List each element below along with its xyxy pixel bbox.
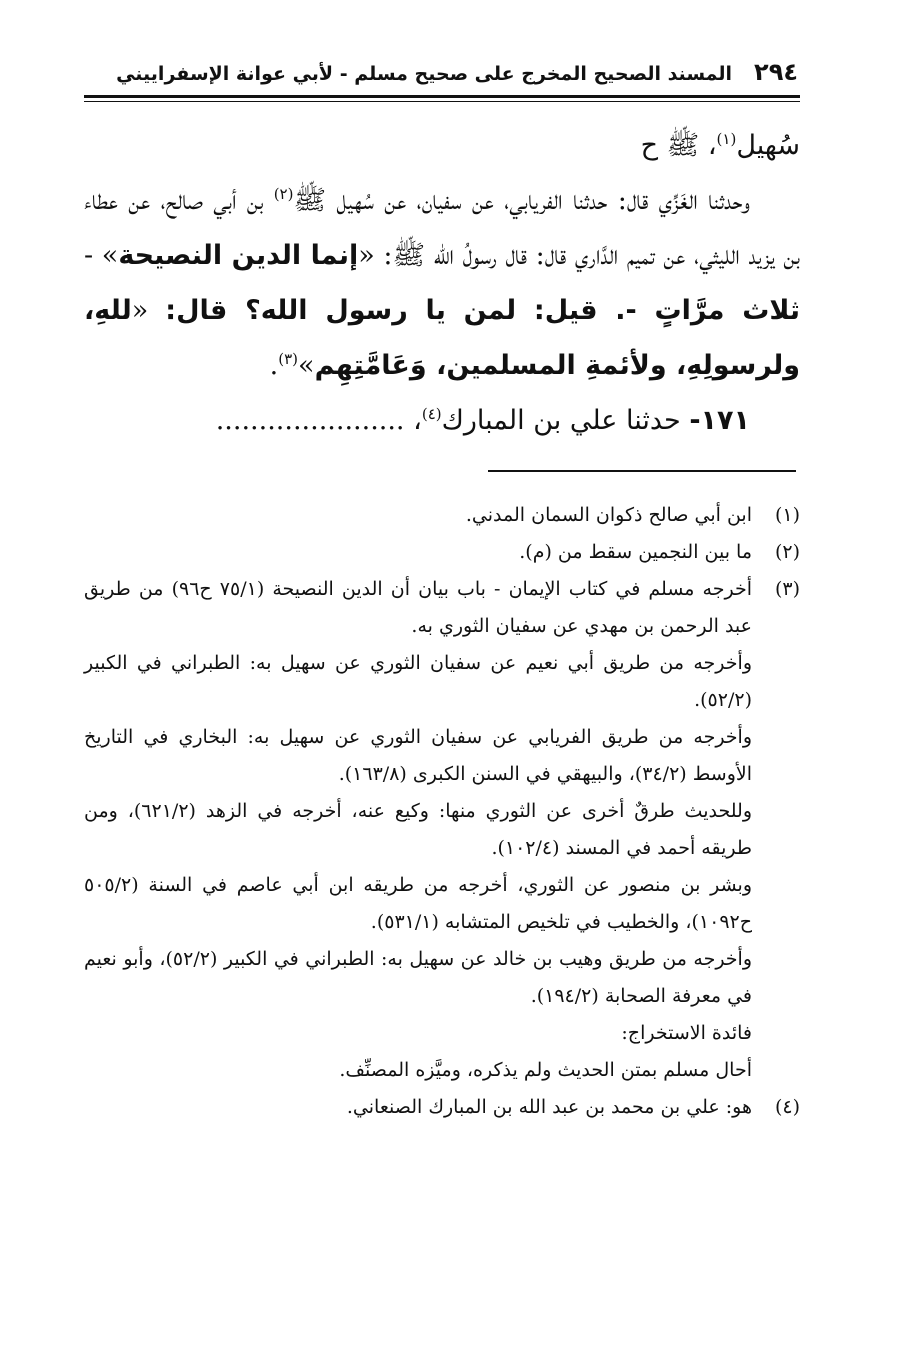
hadith-matn: إنما الدين النصيحة	[118, 240, 359, 271]
footnote-2: (٢) ما بين النجمين سقط من (م).	[519, 541, 800, 563]
header-rule-thick	[84, 95, 800, 98]
footnotes	[84, 497, 800, 1126]
footnote-ref-3[interactable]: (٣)	[278, 350, 299, 368]
running-title: المسند الصحيح المخرج على صحيح مسلم - لأبي عوانة الإسفراييني	[116, 63, 733, 85]
footnote-1: (١) ابن أبي صالح ذكوان السمان المدني.	[465, 504, 800, 526]
footnote-ref-1[interactable]: (١)	[716, 130, 737, 148]
footnote-4: (٤) هو: علي بن محمد بن عبد الله بن المبارك الصنعاني.	[346, 1096, 800, 1118]
hadith-paragraph: وحدثنا الغَزِّي قال: حدثنا الفريابي، عن سفيان، عن سُهيل ﷺ$^{(٢)}$ بن أبي صالح، عن عطاء بن يزيد الليثي، عن تميم الدَّاري قال: قال رسولُ الله ﷺ: «إنما الدين النصيحة» - ثلاث مرَّاتٍ -. قيل: لمن يا رسول الله؟ قال: «للهِ، ولرسولِهِ، ولأئمةِ المسلمين، وَعَامَّتِهِم»$^{(٣)}$.	[84, 185, 800, 381]
body-line-1: سُهيل$^{(١)}$، ﷺ ح	[640, 130, 800, 161]
footnote-3: (٣) أخرجه مسلم في كتاب الإيمان - باب بيان أن الدين النصيحة (٧٥/١ ح٩٦) من طريق عبد الرحمن بن مهدي عن سفيان الثوري به. وأخرجه من طريق أبي نعيم عن سفيان الثوري عن سهيل به: الطبراني في الكبير (٥٢/٢). وأخرجه من طريق الفريابي عن سفيان الثوري عن سهيل به: البخاري في التاريخ الأوسط (٣٤/٢)، والبيهقي في السنن الكبرى (١٦٣/٨). وللحديث طرقٌ أخرى عن الثوري منها: وكيع عنه، أخرجه في الزهد (٦٢١/٢)، ومن طريقه أحمد في المسند (١٠٢/٤). وبشر بن منصور عن الثوري، أخرجه من طريقه ابن أبي عاصم في السنة (٥٠٥/٢ ح١٠٩٢)، والخطيب في تلخيص المتشابه (٥٣١/١). وأخرجه من طريق وهيب بن خالد عن سهيل به: الطبراني في الكبير (٥٢/٢)، وأبو نعيم في معرفة الصحابة (١٩٤/٢). فائدة الاستخراج: أحال مسلم بمتن الحديث ولم يذكره، وميَّزه المصنِّف.	[84, 578, 800, 1081]
hadith-number: ١٧١-	[689, 405, 750, 436]
main-text	[84, 118, 800, 448]
page-number: ٢٩٤	[754, 58, 798, 86]
hadith-171: ١٧١- حدثنا علي بن المبارك$^{(٤)}$، ......................	[215, 405, 750, 436]
footnote-separator	[488, 470, 796, 472]
page-header	[86, 58, 798, 86]
footnote-ref-2[interactable]: (٢)	[273, 185, 294, 203]
footnote-ref-4[interactable]: (٤)	[421, 405, 442, 423]
header-rule-thin	[84, 101, 800, 102]
